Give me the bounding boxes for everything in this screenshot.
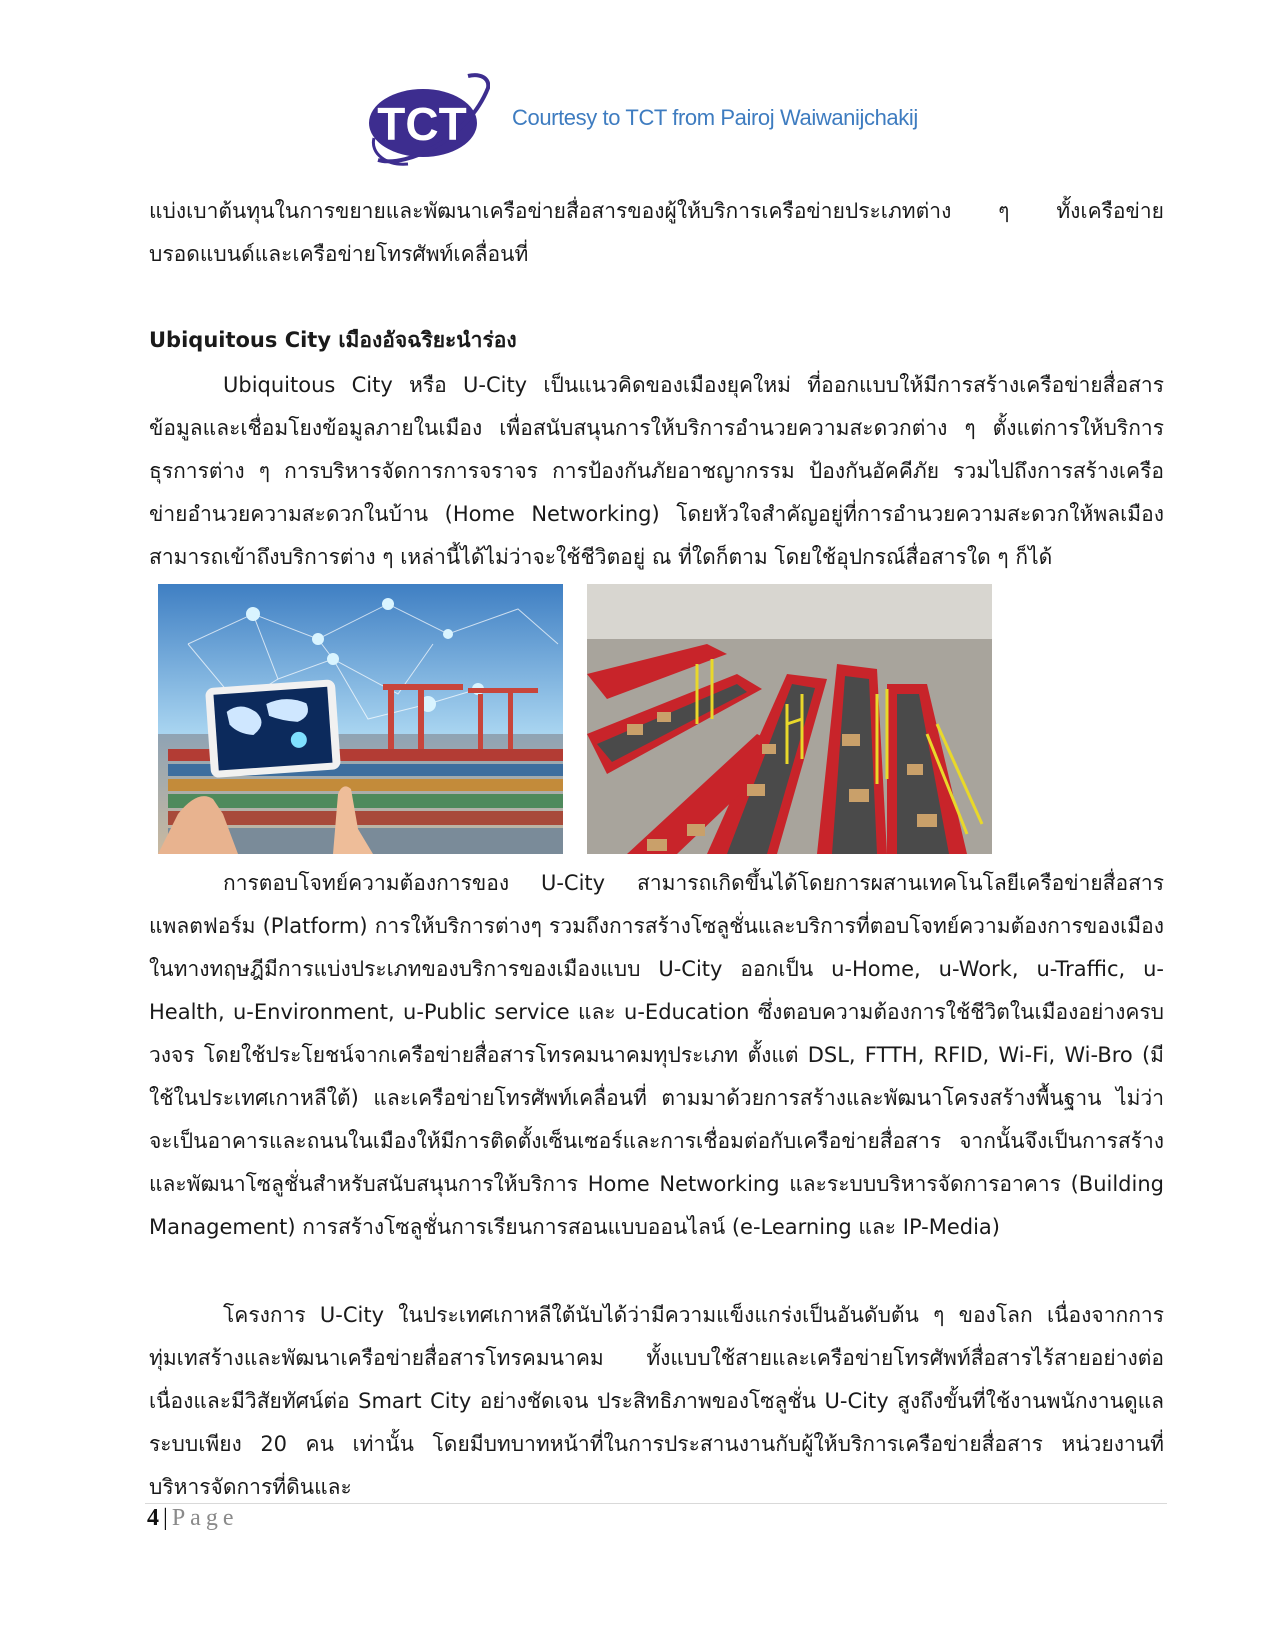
paragraph-intro: แบ่งเบาต้นทุนในการขยายและพัฒนาเครือข่ายสื่อสารของผู้ให้บริการเครือข่ายประเภทต่าง ๆ ทั้งเครือข่ายบรอดแบนด์และเครือข่ายโทรศัพท์เคลื่อนที่ bbox=[149, 199, 1164, 266]
section-title: Ubiquitous City เมืองอัจฉริยะนำร่อง bbox=[149, 328, 517, 352]
tct-logo-text: TCT bbox=[377, 98, 467, 150]
footer-divider bbox=[145, 1503, 1167, 1504]
page-header bbox=[0, 60, 1275, 170]
courtesy-text: Courtesy to TCT from Pairoj Waiwanijchakij bbox=[512, 105, 918, 130]
page-label: Page bbox=[171, 1505, 239, 1531]
tct-logo bbox=[368, 68, 490, 172]
page-footer bbox=[147, 1505, 238, 1532]
page-number: 4 bbox=[147, 1505, 159, 1531]
paragraph-korea-ucity: โครงการ U-City ในประเทศเกาหลีใต้นับได้ว่ามีความแข็งแกร่งเป็นอันดับต้น ๆ ของโลก เนื่องจากการทุ่มเทสร้างและพัฒนาเครือข่ายสื่อสารโทรคมนาคม ทั้งแบบใช้สายและเครือข่ายโทรศัพท์สื่อสารไร้สายอย่างต่อเนื่องและมีวิสัยทัศน์ต่อ Smart City อย่างชัดเจน ประสิทธิภาพของโซลูชั่น U-City สูงถึงขั้นที่ใช้งานพนักงานดูแลระบบเพียง 20 คน เท่านั้น โดยมีบทบาทหน้าที่ในการประสานงานกับผู้ให้บริการเครือข่ายสื่อสาร หน่วยงานที่บริหารจัดการที่ดินและ bbox=[149, 1303, 1164, 1499]
parcel-sorting-photo bbox=[587, 584, 992, 854]
smart-port-photo bbox=[158, 584, 563, 854]
paragraph-ucity-definition: Ubiquitous City หรือ U-City เป็นแนวคิดของเมืองยุคใหม่ ที่ออกแบบให้มีการสร้างเครือข่ายสื่อสารข้อมูลและเชื่อมโยงข้อมูลภายในเมือง เพื่อสนับสนุนการให้บริการอำนวยความสะดวกต่าง ๆ ตั้งแต่การให้บริการธุรการต่าง ๆ การบริหารจัดการการจราจร การป้องกันภัยอาชญากรรม ป้องกันอัคคีภัย รวมไปถึงการสร้างเครือข่ายอำนวยความสะดวกในบ้าน (Home Networking) โดยหัวใจสำคัญอยู่ที่การอำนวยความสะดวกให้พลเมืองสามารถเข้าถึงบริการต่าง ๆ เหล่านี้ได้ไม่ว่าจะใช้ชีวิตอยู่ ณ ที่ใดก็ตาม โดยใช้อุปกรณ์สื่อสารใด ๆ ก็ได้ bbox=[149, 373, 1164, 569]
page-separator: | bbox=[163, 1505, 168, 1531]
paragraph-ucity-services: การตอบโจทย์ความต้องการของ U-City สามารถเกิดขึ้นได้โดยการผสานเทคโนโลยีเครือข่ายสื่อสาร แพลตฟอร์ม (Platform) การให้บริการต่างๆ รวมถึงการสร้างโซลูชั่นและบริการที่ตอบโจทย์ความต้องการของเมือง ในทางทฤษฎีมีการแบ่งประเภทของบริการของเมืองแบบ U-City ออกเป็น u-Home, u-Work, u-Traffic, u-Health, u-Environment, u-Public service และ u-Education ซึ่งตอบความต้องการใช้ชีวิตในเมืองอย่างครบวงจร โดยใช้ประโยชน์จากเครือข่ายสื่อสารโทรคมนาคมทุประเภท ตั้งแต่ DSL, FTTH, RFID, Wi-Fi, Wi-Bro (มีใช้ในประเทศเกาหลีใต้) และเครือข่ายโทรศัพท์เคลื่อนที่ ตามมาด้วยการสร้างและพัฒนาโครงสร้างพื้นฐาน ไม่ว่าจะเป็นอาคารและถนนในเมืองให้มีการติดตั้งเซ็นเซอร์และการเชื่อมต่อกับเครือข่ายสื่อสาร จากนั้นจึงเป็นการสร้างและพัฒนาโซลูชั่นสำหรับสนับสนุนการให้บริการ Home Networking และระบบบริหารจัดการอาคาร (Building Management) การสร้างโซลูชั่นการเรียนการสอนแบบออนไลน์ (e-Learning และ IP-Media) bbox=[149, 871, 1164, 1239]
